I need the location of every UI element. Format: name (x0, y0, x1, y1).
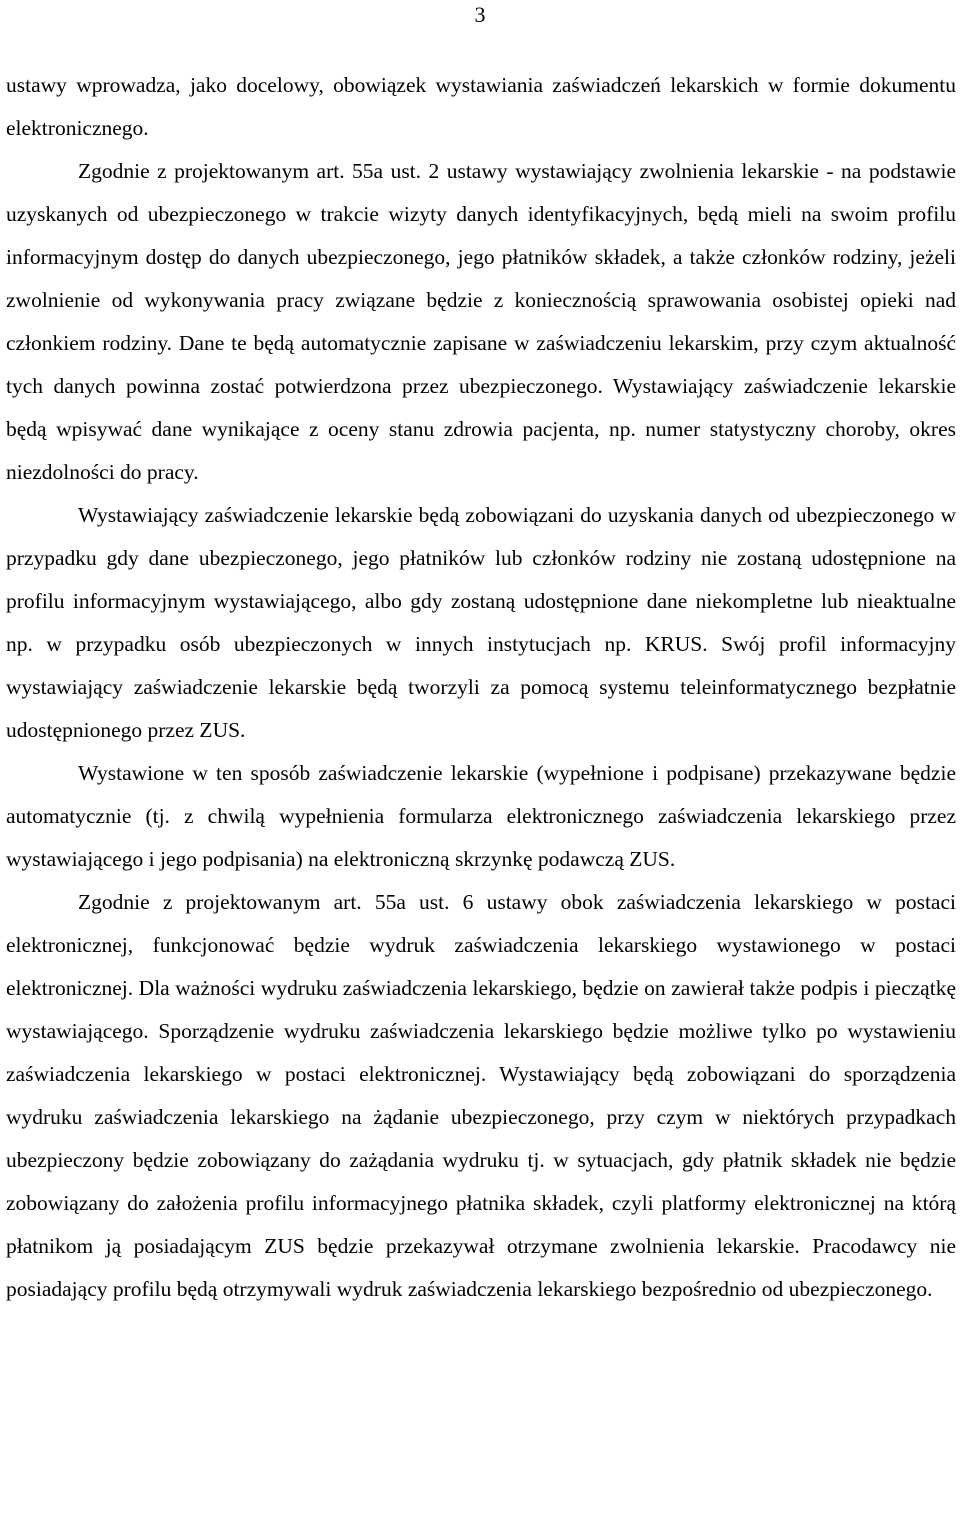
paragraph-3: Wystawiający zaświadczenie lekarskie będą zobowiązani do uzyskania danych od ubezpieczonego w przypadku gdy dane ubezpieczonego, jego płatników lub członków rodziny nie zostaną udostępnione na profilu informacyjnym wystawiającego, albo gdy zostaną udostępnione dane niekompletne lub nieaktualne np. w przypadku osób ubezpieczonych w innych instytucjach np. KRUS. Swój profil informacyjny wystawiający zaświadczenie lekarskie będą tworzyli za pomocą systemu teleinformatycznego bezpłatnie udostępnionego przez ZUS. (6, 503, 956, 742)
paragraph-2: Zgodnie z projektowanym art. 55a ust. 2 ustawy wystawiający zwolnienia lekarskie - na podstawie uzyskanych od ubezpieczonego w trakcie wizyty danych identyfikacyjnych, będą mieli na swoim profilu informacyjnym dostęp do danych ubezpieczonego, jego płatników składek, a także członków rodziny, jeżeli zwolnienie od wykonywania pracy związane będzie z koniecznością sprawowania osobistej opieki nad członkiem rodziny. Dane te będą automatycznie zapisane w zaświadczeniu lekarskim, przy czym aktualność tych danych powinna zostać potwierdzona przez ubezpieczonego. Wystawiający zaświadczenie lekarskie będą wpisywać dane wynikające z oceny stanu zdrowia pacjenta, np. numer statystyczny choroby, okres niezdolności do pracy. (6, 159, 956, 484)
page-number: 3 (474, 2, 486, 27)
paragraph-4: Wystawione w ten sposób zaświadczenie lekarskie (wypełnione i podpisane) przekazywane będzie automatycznie (tj. z chwilą wypełnienia formularza elektronicznego zaświadczenia lekarskiego przez wystawiającego i jego podpisania) na elektroniczną skrzynkę podawczą ZUS. (6, 761, 956, 871)
paragraph-1: ustawy wprowadza, jako docelowy, obowiązek wystawiania zaświadczeń lekarskich w formie dokumentu elektronicznego. (6, 73, 956, 140)
document-body (6, 64, 956, 1311)
paragraph-5: Zgodnie z projektowanym art. 55a ust. 6 ustawy obok zaświadczenia lekarskiego w postaci elektronicznej, funkcjonować będzie wydruk zaświadczenia lekarskiego wystawionego w postaci elektronicznej. Dla ważności wydruku zaświadczenia lekarskiego, będzie on zawierał także podpis i pieczątkę wystawiającego. Sporządzenie wydruku zaświadczenia lekarskiego będzie możliwe tylko po wystawieniu zaświadczenia lekarskiego w postaci elektronicznej. Wystawiający będą zobowiązani do sporządzenia wydruku zaświadczenia lekarskiego na żądanie ubezpieczonego, przy czym w niektórych przypadkach ubezpieczony będzie zobowiązany do zażądania wydruku tj. w sytuacjach, gdy płatnik składek nie będzie zobowiązany do założenia profilu informacyjnego płatnika składek, czyli platformy elektronicznej na którą płatnikom ją posiadającym ZUS będzie przekazywał otrzymane zwolnienia lekarskie. Pracodawcy nie posiadający profilu będą otrzymywali wydruk zaświadczenia lekarskiego bezpośrednio od ubezpieczonego. (6, 890, 956, 1301)
